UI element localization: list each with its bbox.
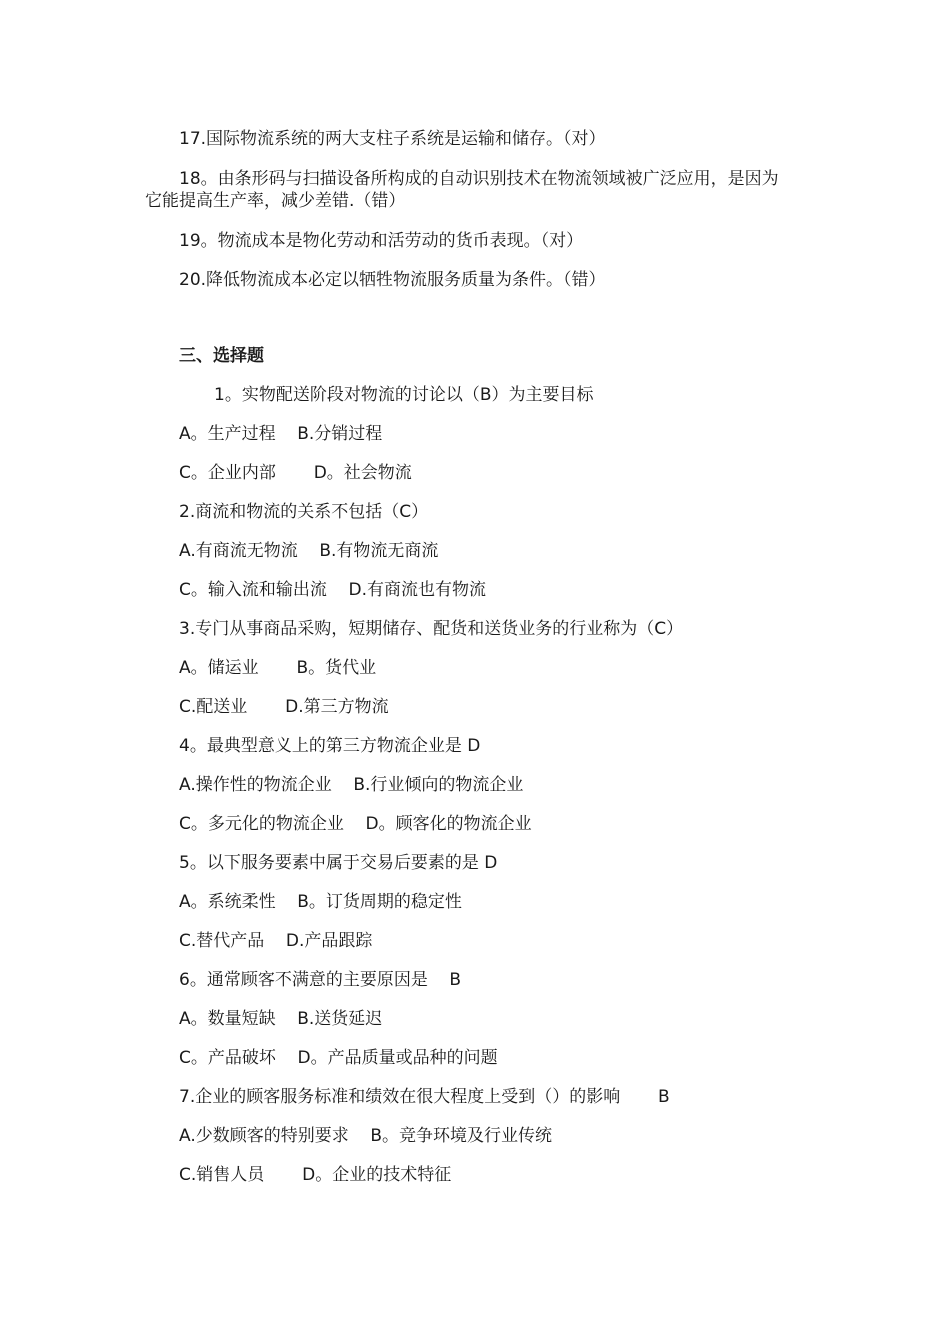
question-2-options-ab: A.有商流无物流 B.有物流无商流 [179, 541, 439, 561]
question-6-options-ab: A。数量短缺 B.送货延迟 [179, 1009, 383, 1029]
question-7: 7.企业的顾客服务标准和绩效在很大程度上受到（）的影响 B [179, 1087, 670, 1107]
question-2-options-cd: C。输入流和输出流 D.有商流也有物流 [179, 580, 486, 600]
question-7-options-cd: C.销售人员 D。企业的技术特征 [179, 1165, 452, 1185]
question-1: 1。实物配送阶段对物流的讨论以（B）为主要目标 [214, 385, 594, 405]
question-5: 5。以下服务要素中属于交易后要素的是 D [179, 853, 498, 873]
true-false-item-19: 19。物流成本是物化劳动和活劳动的货币表现。（对） [179, 231, 584, 251]
question-3-options-cd: C.配送业 D.第三方物流 [179, 697, 389, 717]
question-6: 6。通常顾客不满意的主要原因是 B [179, 970, 462, 990]
question-5-options-cd: C.替代产品 D.产品跟踪 [179, 931, 373, 951]
question-4-options-cd: C。多元化的物流企业 D。顾客化的物流企业 [179, 814, 532, 834]
question-7-options-ab: A.少数顾客的特别要求 B。竞争环境及行业传统 [179, 1126, 553, 1146]
question-4-options-ab: A.操作性的物流企业 B.行业倾向的物流企业 [179, 775, 524, 795]
true-false-item-18-continued: 它能提高生产率，减少差错.（错） [145, 191, 406, 211]
section-heading: 三、选择题 [179, 346, 264, 366]
true-false-item-18: 18。由条形码与扫描设备所构成的自动识别技术在物流领域被广泛应用，是因为 [179, 169, 779, 189]
question-1-options-ab: A。生产过程 B.分销过程 [179, 424, 383, 444]
question-3: 3.专门从事商品采购，短期储存、配货和送货业务的行业称为（C） [179, 619, 684, 639]
question-4: 4。最典型意义上的第三方物流企业是 D [179, 736, 481, 756]
question-5-options-ab: A。系统柔性 B。订货周期的稳定性 [179, 892, 462, 912]
question-1-options-cd: C。企业内部 D。社会物流 [179, 463, 412, 483]
question-6-options-cd: C。产品破坏 D。产品质量或品种的问题 [179, 1048, 498, 1068]
question-3-options-ab: A。储运业 B。货代业 [179, 658, 377, 678]
question-2: 2.商流和物流的关系不包括（C） [179, 502, 429, 522]
true-false-item-17: 17.国际物流系统的两大支柱子系统是运输和储存。（对） [179, 129, 606, 149]
true-false-item-20: 20.降低物流成本必定以牺牲物流服务质量为条件。（错） [179, 270, 606, 290]
